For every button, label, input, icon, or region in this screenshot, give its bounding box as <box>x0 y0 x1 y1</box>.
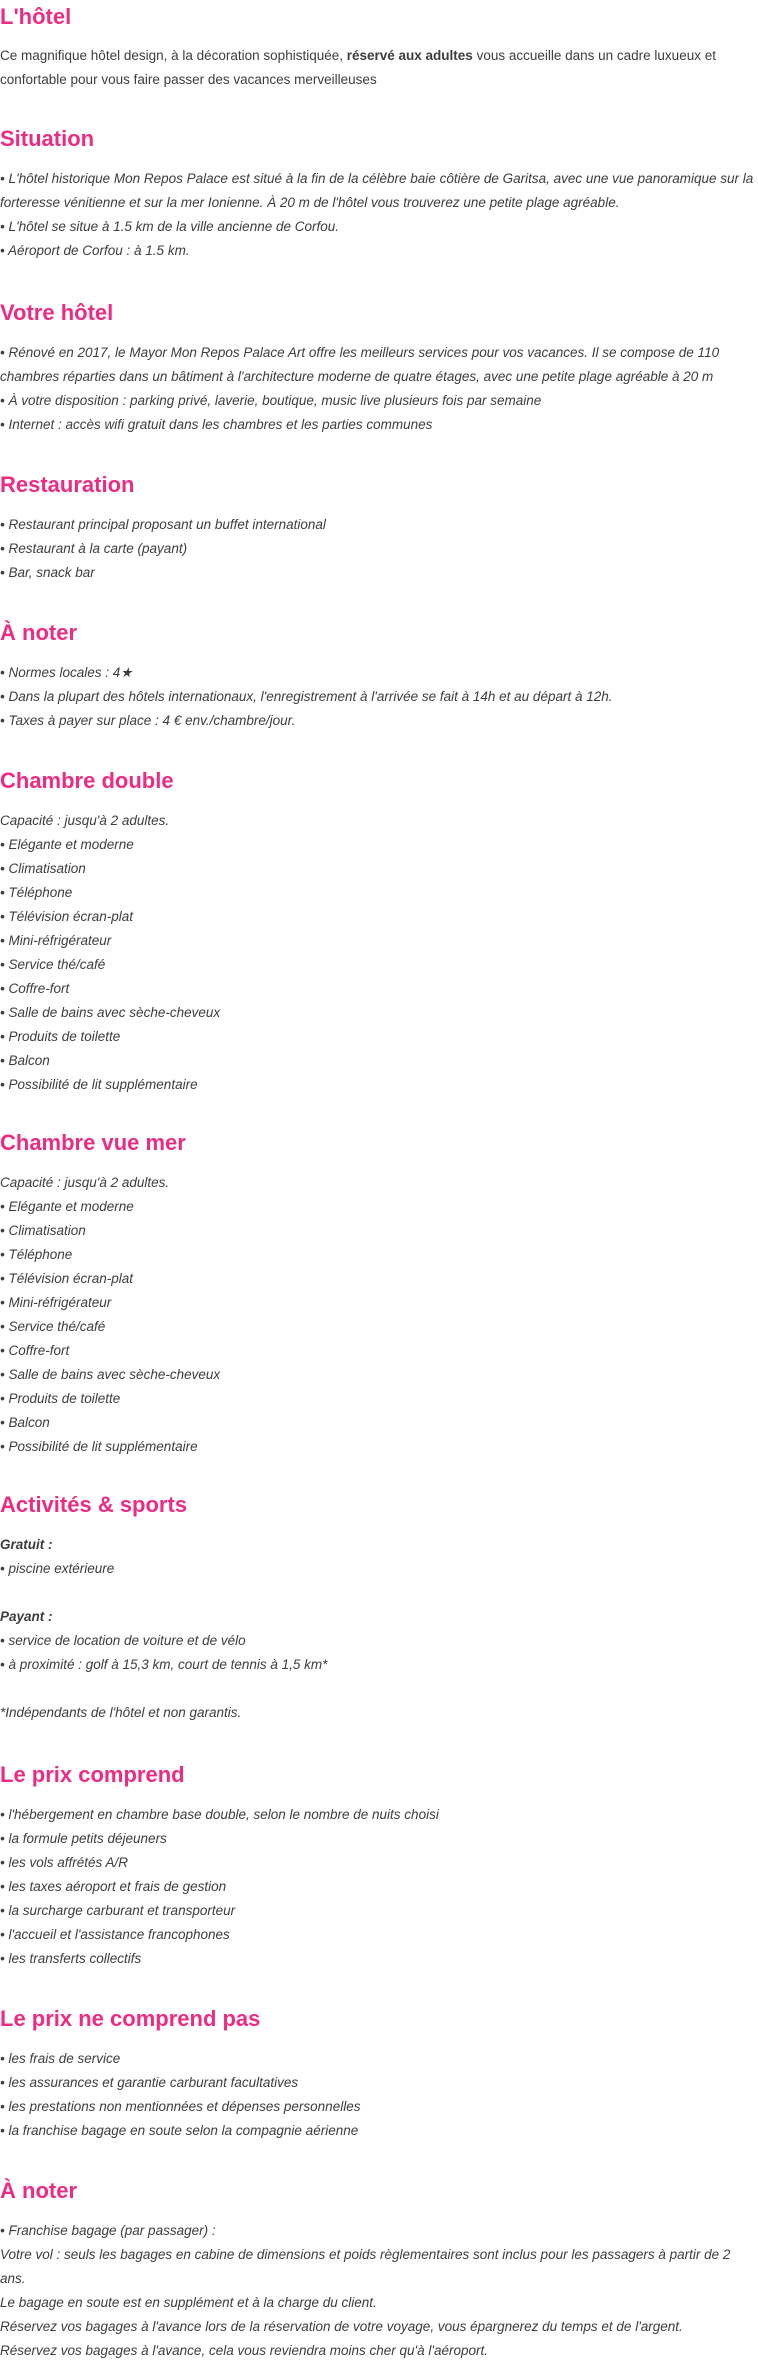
hotel-intro-text-2: vous accueille dans un cadre luxueux et confortable pour vous faire passer des vacances merveilleuses <box>0 48 716 87</box>
section-situation <box>0 124 758 263</box>
section-title-hotel: L'hôtel <box>0 4 72 29</box>
section-title-prix-ne-comprend-pas: Le prix ne comprend pas <box>0 2006 261 2031</box>
list-item: • Balcon <box>0 1415 50 1430</box>
list-item: • l'accueil et l'assistance francophones <box>0 1927 230 1942</box>
section-restauration <box>0 470 758 585</box>
list-item: • la formule petits déjeuners <box>0 1831 167 1846</box>
list-item: • les prestations non mentionnées et dépenses personnelles <box>0 2099 361 2114</box>
a-noter-bagages-list <box>0 2219 758 2363</box>
list-item: • Elégante et moderne <box>0 1199 134 1214</box>
list-item: • Mini-réfrigérateur <box>0 1295 112 1310</box>
section-a-noter <box>0 618 758 733</box>
prix-comprend-list <box>0 1803 758 1971</box>
list-item: • Internet : accès wifi gratuit dans les chambres et les parties communes <box>0 417 433 432</box>
list-item: • Téléphone <box>0 1247 73 1262</box>
list-item: • Mini-réfrigérateur <box>0 933 112 948</box>
list-item: Capacité : jusqu'à 2 adultes. <box>0 1175 170 1190</box>
list-item: • Possibilité de lit supplémentaire <box>0 1077 198 1092</box>
list-item: Le bagage en soute est en supplément et à la charge du client. <box>0 2295 377 2310</box>
list-item: • piscine extérieure <box>0 1561 115 1576</box>
list-item: • Aéroport de Corfou : à 1.5 km. <box>0 243 190 258</box>
list-item: Réservez vos bagages à l'avance, cela vous reviendra moins cher qu'à l'aéroport. <box>0 2343 488 2358</box>
list-item: • Elégante et moderne <box>0 837 134 852</box>
list-item: • Coffre-fort <box>0 1343 70 1358</box>
section-title-prix-comprend: Le prix comprend <box>0 1762 185 1787</box>
list-item: • Climatisation <box>0 1223 86 1238</box>
section-votre-hotel <box>0 298 758 437</box>
list-item: • Télévision écran-plat <box>0 909 134 924</box>
section-title-chambre-vue-mer: Chambre vue mer <box>0 1130 186 1155</box>
list-item: Capacité : jusqu'à 2 adultes. <box>0 813 170 828</box>
list-item: • Service thé/café <box>0 1319 106 1334</box>
list-item: • Télévision écran-plat <box>0 1271 134 1286</box>
list-item: • Produits de toilette <box>0 1391 121 1406</box>
section-title-restauration: Restauration <box>0 472 135 497</box>
activites-free-label: Gratuit : <box>0 1537 53 1552</box>
list-item: • Franchise bagage (par passager) : <box>0 2223 216 2238</box>
section-chambre-double <box>0 766 758 1097</box>
list-item: • Balcon <box>0 1053 50 1068</box>
list-item: • Salle de bains avec sèche-cheveux <box>0 1005 221 1020</box>
restauration-list <box>0 513 758 585</box>
list-item: • Rénové en 2017, le Mayor Mon Repos Palace Art offre les meilleurs services pour vos vacances. Il se compose de 110 chambres réparties dans un bâtiment à l'architecture moderne de quatre étages, avec une petite plage agréable à 20 m <box>0 345 720 384</box>
section-title-a-noter: À noter <box>0 620 77 645</box>
list-item: • les assurances et garantie carburant facultatives <box>0 2075 299 2090</box>
section-title-a-noter-bagages: À noter <box>0 2178 77 2203</box>
section-title-situation: Situation <box>0 126 95 151</box>
list-item: • Bar, snack bar <box>0 565 95 580</box>
list-item: • L'hôtel se situe à 1.5 km de la ville ancienne de Corfou. <box>0 219 340 234</box>
list-item: • Possibilité de lit supplémentaire <box>0 1439 198 1454</box>
list-item: • Produits de toilette <box>0 1029 121 1044</box>
list-item: • Restaurant à la carte (payant) <box>0 541 188 556</box>
list-item: • les frais de service <box>0 2051 121 2066</box>
list-item: • Taxes à payer sur place : 4 € env./chambre/jour. <box>0 713 296 728</box>
list-item: • Service thé/café <box>0 957 106 972</box>
list-item: • Coffre-fort <box>0 981 70 996</box>
prix-ne-comprend-pas-list <box>0 2047 758 2143</box>
section-hotel <box>0 2 758 92</box>
section-title-chambre-double: Chambre double <box>0 768 174 793</box>
list-item: • Restaurant principal proposant un buffet international <box>0 517 326 532</box>
section-prix-ne-comprend-pas <box>0 2004 758 2143</box>
section-activites <box>0 1490 758 1725</box>
list-item: • l'hébergement en chambre base double, selon le nombre de nuits choisi <box>0 1807 439 1822</box>
hotel-intro-text-1: Ce magnifique hôtel design, à la décoration sophistiquée, <box>0 48 347 63</box>
spacer <box>0 1677 758 1701</box>
section-a-noter-bagages <box>0 2176 758 2363</box>
hotel-intro <box>0 44 758 92</box>
chambre-double-list <box>0 809 758 1097</box>
votre-hotel-list <box>0 341 758 437</box>
list-item: • les vols affrétés A/R <box>0 1855 129 1870</box>
list-item: • la surcharge carburant et transporteur <box>0 1903 236 1918</box>
list-item: • la franchise bagage en soute selon la compagnie aérienne <box>0 2123 359 2138</box>
section-prix-comprend <box>0 1760 758 1971</box>
list-item: • Salle de bains avec sèche-cheveux <box>0 1367 221 1382</box>
hotel-intro-adults-only: réservé aux adultes <box>346 48 473 63</box>
section-title-activites: Activités & sports <box>0 1492 188 1517</box>
spacer <box>0 1581 758 1605</box>
list-item: • L'hôtel historique Mon Repos Palace est situé à la fin de la célèbre baie côtière de Garitsa, avec une vue panoramique sur la forteresse vénitienne et sur la mer Ionienne. À 20 m de l'hôtel vous trouverez une petite plage agréable. <box>0 171 754 210</box>
list-item: • les transferts collectifs <box>0 1951 142 1966</box>
list-item: • service de location de voiture et de vélo <box>0 1633 246 1648</box>
chambre-vue-mer-list <box>0 1171 758 1459</box>
list-item: Votre vol : seuls les bagages en cabine de dimensions et poids règlementaires sont inclus pour les passagers à partir de 2 ans. <box>0 2247 731 2286</box>
list-item: • Normes locales : 4★ <box>0 665 133 680</box>
list-item: • Dans la plupart des hôtels internationaux, l'enregistrement à l'arrivée se fait à 14h et au départ à 12h. <box>0 689 613 704</box>
list-item: • à proximité : golf à 15,3 km, court de tennis à 1,5 km* <box>0 1657 328 1672</box>
list-item: • À votre disposition : parking privé, laverie, boutique, music live plusieurs fois par semaine <box>0 393 542 408</box>
list-item: • les taxes aéroport et frais de gestion <box>0 1879 227 1894</box>
activites-content <box>0 1533 758 1725</box>
a-noter-list <box>0 661 758 733</box>
list-item: Réservez vos bagages à l'avance lors de la réservation de votre voyage, vous épargnerez du temps et de l'argent. <box>0 2319 683 2334</box>
list-item: • Téléphone <box>0 885 73 900</box>
section-title-votre-hotel: Votre hôtel <box>0 300 114 325</box>
section-chambre-vue-mer <box>0 1128 758 1459</box>
activites-note: *Indépendants de l'hôtel et non garantis. <box>0 1705 242 1720</box>
situation-list <box>0 167 758 263</box>
list-item: • Climatisation <box>0 861 86 876</box>
activites-paid-label: Payant : <box>0 1609 53 1624</box>
